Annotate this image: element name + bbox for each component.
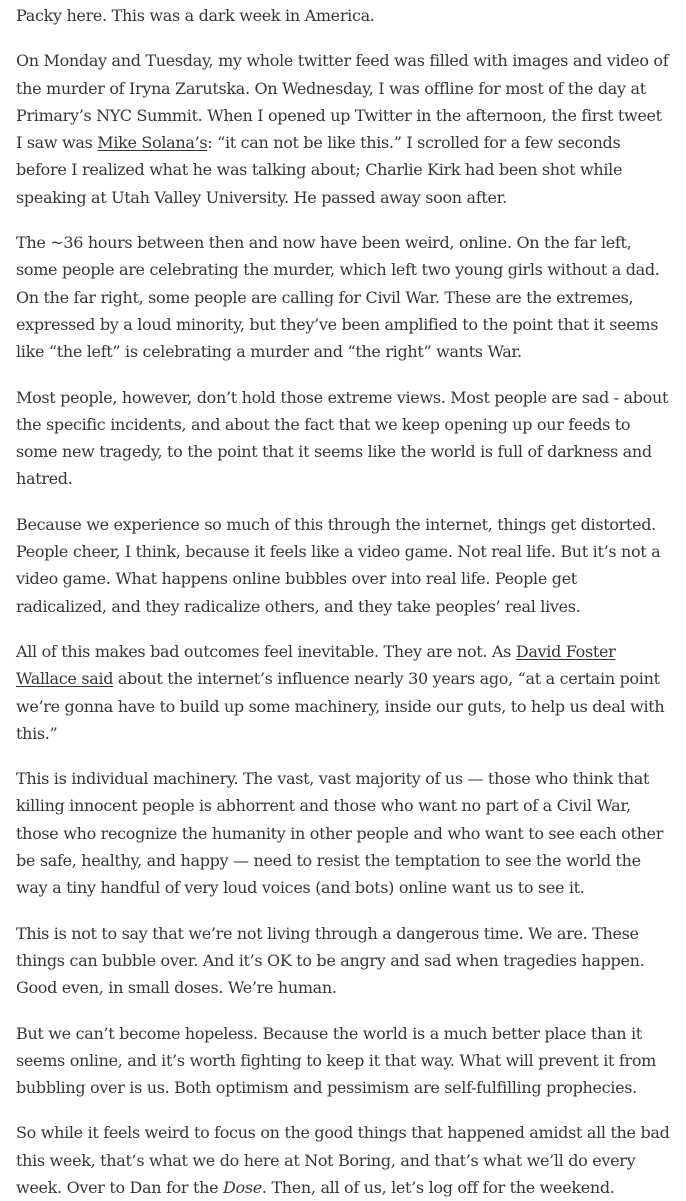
paragraph-text: So while it feels weird to focus on the good things that happened amidst all the bad this week, that’s what we do here at Not Boring, and that’s what we’ll do every week. Over to Dan for the: [16, 1123, 670, 1197]
dose-emphasis: Dose: [223, 1177, 262, 1197]
paragraph-internet-distortion: Because we experience so much of this through the internet, things get distorted. People cheer, I think, because it feels like a video game. Not real life. But it’s not a video game. What happens online bubbles over into real life. People get radicalized, and they radicalize others, and they take peoples’ real lives.: [16, 514, 661, 616]
paragraph-twitter-feed: [16, 47, 672, 211]
paragraph-text: about the internet’s influence nearly 30 years ago, “at a certain point we’re gonna have to build up some machinery, inside our guts, to help us deal with this.”: [16, 669, 665, 743]
paragraph-text: All of this makes bad outcomes feel inevitable. They are not. As: [16, 641, 516, 661]
paragraph-intro: Packy here. This was a dark week in America.: [16, 6, 375, 25]
paragraph-closing: [16, 1119, 672, 1201]
paragraph-text: On Monday and Tuesday, my whole twitter feed was filled with images and video of the murder of Iryna Zarutska. On Wednesday, I was offline for most of the day at Primary’s NYC Summit. When I opened up Twitter in the afternoon, the first tweet I saw was: [16, 51, 669, 153]
paragraph-inevitable: [16, 638, 672, 747]
paragraph-hopeless: But we can’t become hopeless. Because the world is a much better place than it seems online, and it’s worth fighting to keep it that way. What will prevent it from bubbling over is us. Both optimism and pessimism are self-fulfilling prophecies.: [16, 1023, 657, 1098]
paragraph-dangerous-time: This is not to say that we’re not living through a dangerous time. We are. These things can bubble over. And it’s OK to be angry and sad when tragedies happen. Good even, in small doses. We’re human.: [16, 923, 645, 998]
paragraph-36-hours: The ~36 hours between then and now have been weird, online. On the far left, some people are celebrating the murder, which left two young girls without a dad. On the far right, some people are calling for Civil War. These are the extremes, expressed by a loud minority, but they’ve been amplified to the point that it seems like “the left” is celebrating a murder and “the right” wants War.: [16, 233, 660, 362]
mike-solana-link[interactable]: Mike Solana’s: [97, 133, 208, 153]
paragraph-individual-machinery: This is individual machinery. The vast, vast majority of us — those who think that killing innocent people is abhorrent and those who want no part of a Civil War, those who recognize the humanity in other people and who want to see each other be safe, healthy, and happy — need to resist the temptation to see the world the way a tiny handful of very loud voices (and bots) online want us to see it.: [16, 769, 664, 898]
paragraph-most-people: Most people, however, don’t hold those extreme views. Most people are sad - about the specific incidents, and about the fact that we keep opening up our feeds to some new tragedy, to the point that it seems like the world is full of darkness and hatred.: [16, 387, 669, 489]
david-foster-wallace-link[interactable]: David Foster Wallace said: [16, 641, 616, 689]
paragraph-text: : “it can not be like this.” I scrolled for a few seconds before I realized what he was talking about; Charlie Kirk had been shot while speaking at Utah Valley University. He passed away soon after.: [16, 133, 623, 207]
paragraph-text: . Then, all of us, let’s log off for the weekend.: [261, 1177, 615, 1197]
